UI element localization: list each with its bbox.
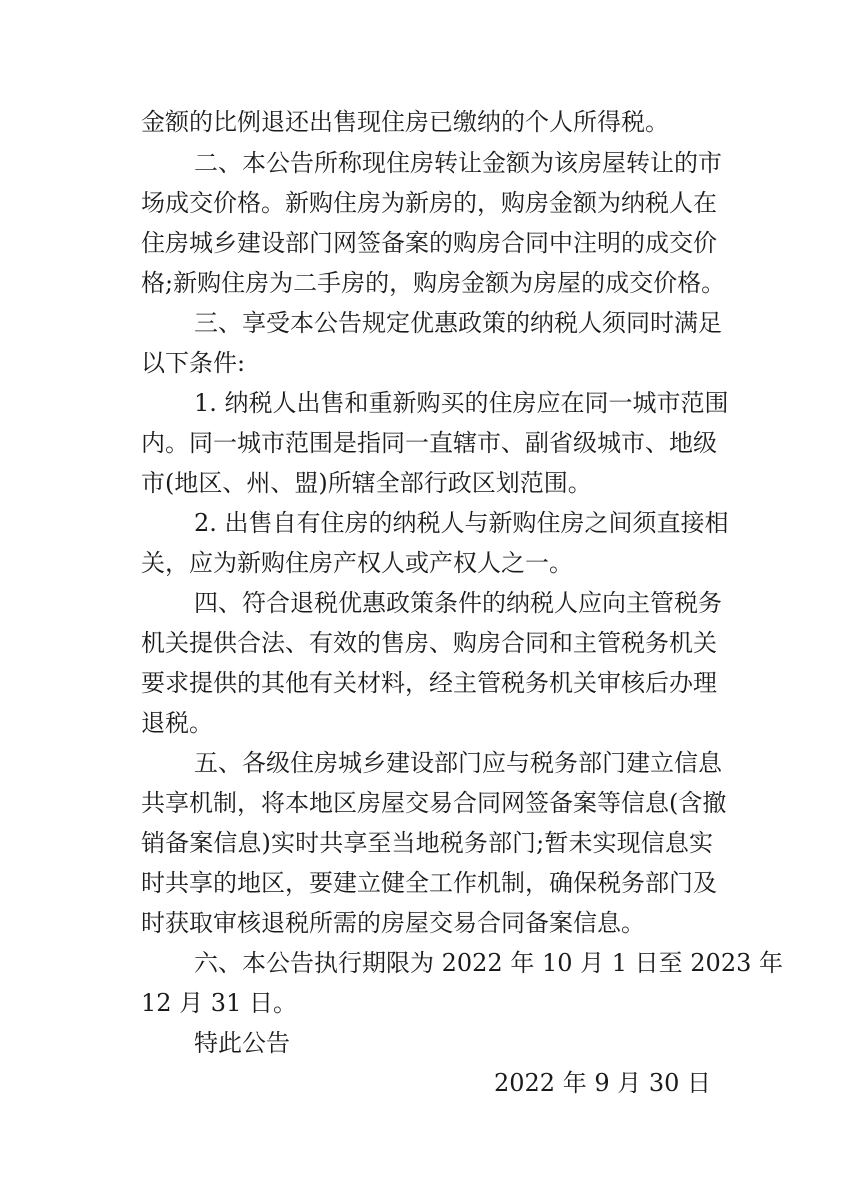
paragraph-line: 金额的比例退还出售现住房已缴纳的个人所得税。 xyxy=(141,108,669,136)
paragraph-line: 二、本公告所称现住房转让金额为该房屋转让的市 xyxy=(194,149,722,177)
paragraph-line: 四、符合退税优惠政策条件的纳税人应向主管税务 xyxy=(194,589,722,617)
paragraph-line: 三、享受本公告规定优惠政策的纳税人须同时满足 xyxy=(194,309,722,337)
paragraph-line: 场成交价格。新购住房为新房的，购房金额为纳税人在 xyxy=(141,189,717,217)
document-date: 2022 年 9 月 30 日 xyxy=(494,1069,712,1097)
paragraph-line: 要求提供的其他有关材料，经主管税务机关审核后办理 xyxy=(141,669,717,697)
paragraph-line: 市(地区、州、盟)所辖全部行政区划范围。 xyxy=(141,469,592,497)
paragraph-line: 共享机制，将本地区房屋交易合同网签备案等信息(含撤 xyxy=(141,789,727,817)
paragraph-line: 时获取审核退税所需的房屋交易合同备案信息。 xyxy=(141,909,645,937)
paragraph-line: 销备案信息)实时共享至当地税务部门;暂未实现信息实 xyxy=(141,829,713,857)
paragraph-line: 时共享的地区，要建立健全工作机制，确保税务部门及 xyxy=(141,869,717,897)
paragraph-line: 五、各级住房城乡建设部门应与税务部门建立信息 xyxy=(194,749,722,777)
paragraph-line: 关，应为新购住房产权人或产权人之一。 xyxy=(141,549,573,577)
paragraph-line: 内。同一城市范围是指同一直辖市、副省级城市、地级 xyxy=(141,429,717,457)
paragraph-line: 六、本公告执行期限为 2022 年 10 月 1 日至 2023 年 xyxy=(194,949,783,977)
paragraph-line: 1. 纳税人出售和重新购买的住房应在同一城市范围 xyxy=(194,389,729,417)
signoff-text: 特此公告 xyxy=(194,1029,290,1057)
paragraph-line: 机关提供合法、有效的售房、购房合同和主管税务机关 xyxy=(141,629,717,657)
paragraph-line: 退税。 xyxy=(141,709,213,737)
paragraph-line: 以下条件: xyxy=(141,349,246,377)
paragraph-line: 住房城乡建设部门网签备案的购房合同中注明的成交价 xyxy=(141,229,717,257)
paragraph-line: 12 月 31 日。 xyxy=(141,989,297,1017)
paragraph-line: 2. 出售自有住房的纳税人与新购住房之间须直接相 xyxy=(194,509,729,537)
paragraph-line: 格;新购住房为二手房的，购房金额为房屋的成交价格。 xyxy=(141,269,726,297)
